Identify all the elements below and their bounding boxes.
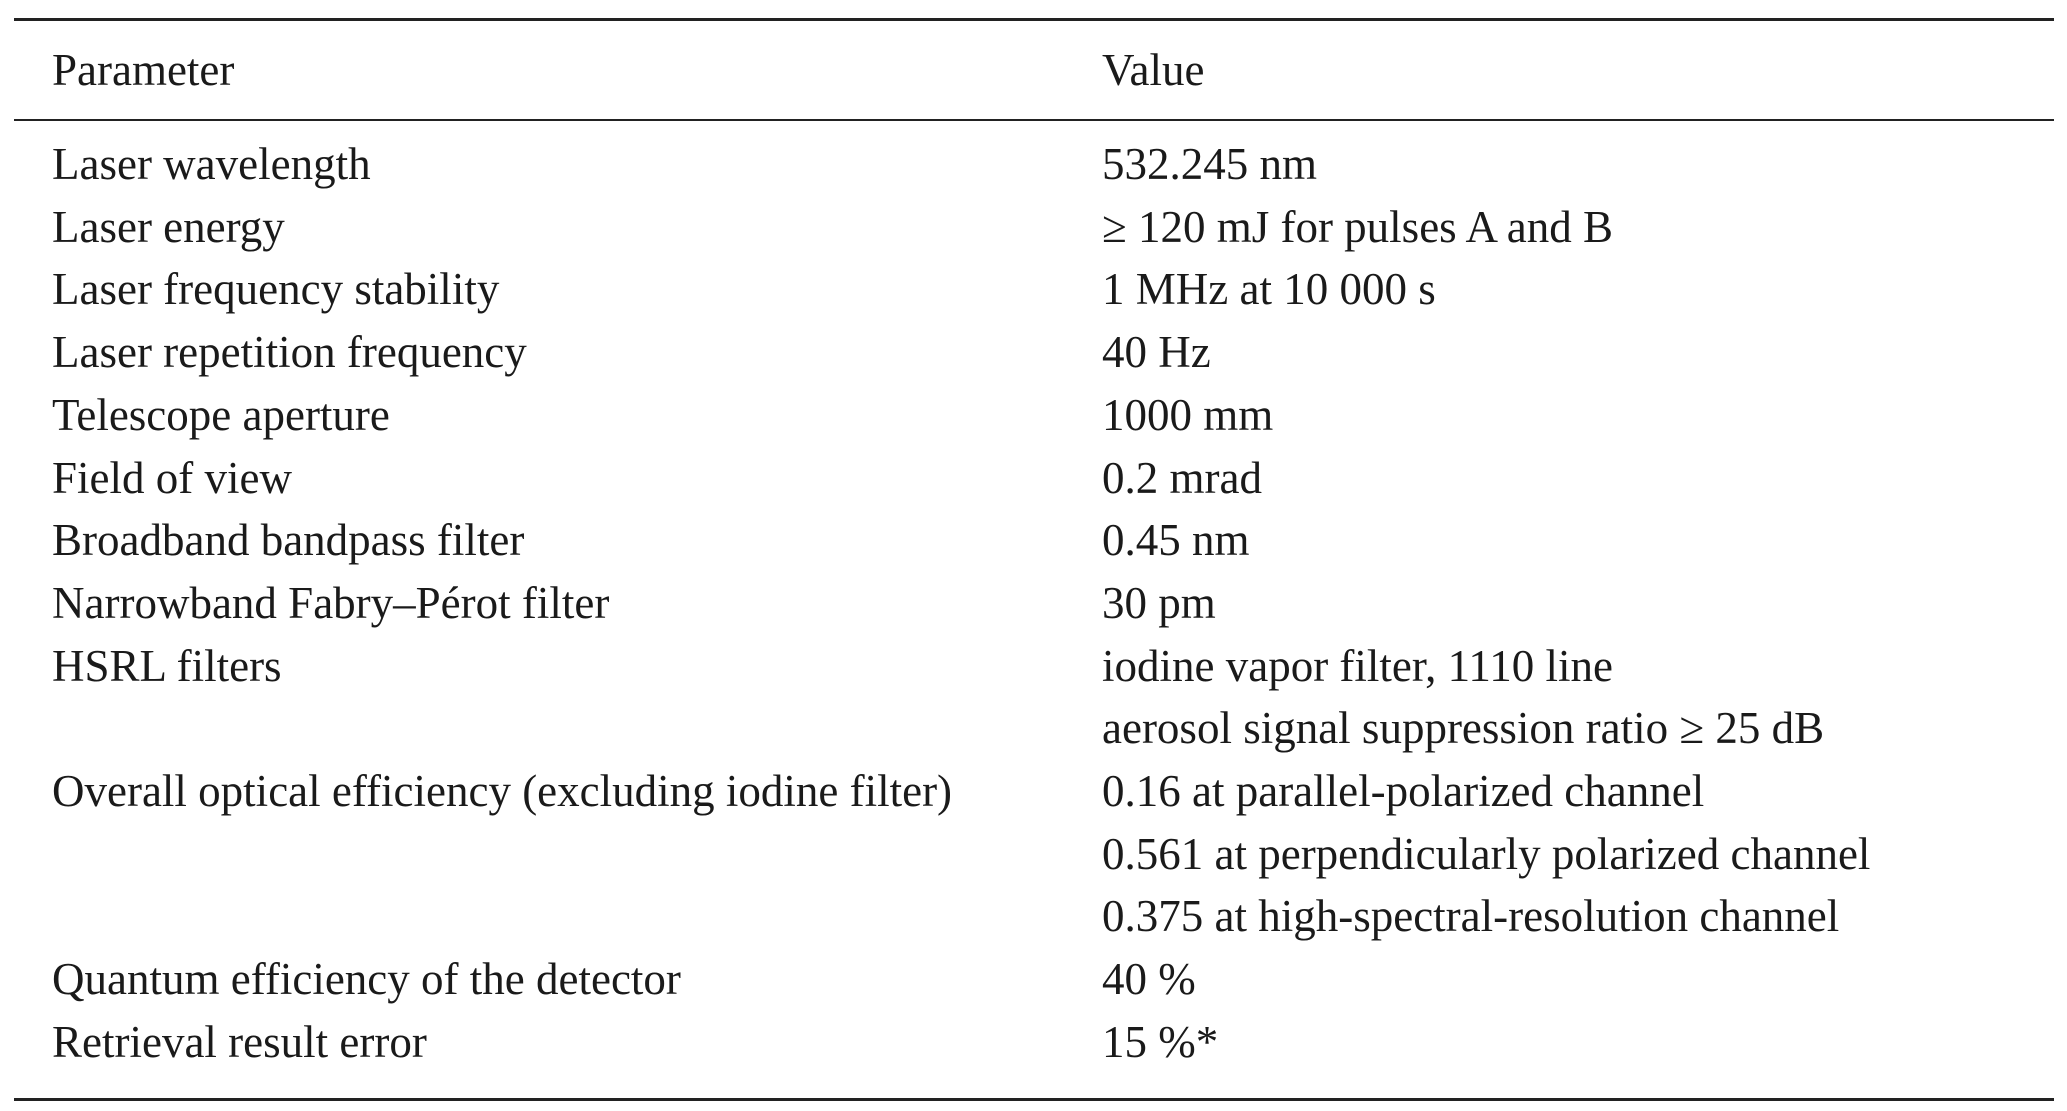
value-line: 15 %*	[1102, 1016, 1219, 1067]
parameter-cell: Quantum efficiency of the detector	[52, 954, 681, 1005]
value-line: 0.375 at high-spectral-resolution channel	[1102, 891, 1840, 942]
table-header-row	[14, 21, 2054, 119]
table-body	[14, 121, 2054, 1098]
value-line: 0.16 at parallel-polarized channel	[1102, 766, 1705, 817]
value-line: 40 %	[1102, 954, 1196, 1005]
table-row	[14, 572, 2054, 635]
value-cell	[1102, 948, 2054, 1011]
table-row	[14, 321, 2054, 384]
parameter-cell: Laser frequency stability	[52, 264, 500, 315]
parameter-cell: Telescope aperture	[52, 389, 390, 440]
value-cell	[1102, 1011, 2054, 1074]
value-line: ≥ 120 mJ for pulses A and B	[1102, 201, 1613, 252]
value-cell	[1102, 196, 2054, 259]
value-cell	[1102, 133, 2054, 196]
value-cell	[1102, 635, 2054, 760]
value-cell	[1102, 509, 2054, 572]
parameter-cell: Overall optical efficiency (excluding iodine filter)	[52, 766, 953, 817]
value-line: aerosol signal suppression ratio ≥ 25 dB	[1102, 703, 1825, 754]
parameter-cell: Laser wavelength	[52, 139, 371, 189]
table-row	[14, 384, 2054, 447]
value-line: 0.2 mrad	[1102, 452, 1262, 503]
table-row	[14, 1011, 2054, 1074]
parameter-table	[14, 18, 2054, 1101]
value-line: 40 Hz	[1102, 327, 1211, 378]
header-value: Value	[1102, 45, 1205, 95]
value-line: 1000 mm	[1102, 389, 1274, 440]
table-row	[14, 133, 2054, 196]
table-row	[14, 258, 2054, 321]
bottom-rule	[14, 1098, 2054, 1101]
value-cell	[1102, 572, 2054, 635]
parameter-cell: Broadband bandpass filter	[52, 515, 525, 566]
parameter-cell: Laser repetition frequency	[52, 327, 527, 378]
parameter-cell: Narrowband Fabry–Pérot filter	[52, 577, 610, 628]
table-row	[14, 196, 2054, 259]
table-row	[14, 948, 2054, 1011]
table-row	[14, 760, 2054, 948]
value-cell	[1102, 258, 2054, 321]
value-cell	[1102, 321, 2054, 384]
parameter-cell: Field of view	[52, 452, 292, 503]
value-cell	[1102, 384, 2054, 447]
value-line: 0.561 at perpendicularly polarized channel	[1102, 828, 1871, 879]
parameter-cell: Retrieval result error	[52, 1016, 427, 1067]
value-cell	[1102, 447, 2054, 510]
value-line: 1 MHz at 10 000 s	[1102, 264, 1436, 315]
value-line: 532.245 nm	[1102, 139, 1318, 189]
value-line: 30 pm	[1102, 577, 1216, 628]
parameter-cell: HSRL filters	[52, 640, 282, 691]
value-line: 0.45 nm	[1102, 515, 1250, 566]
table-row	[14, 635, 2054, 760]
table-row	[14, 447, 2054, 510]
value-line: iodine vapor filter, 1110 line	[1102, 640, 1613, 691]
parameter-cell: Laser energy	[52, 201, 285, 252]
table-row	[14, 509, 2054, 572]
value-cell	[1102, 760, 2054, 948]
header-parameter: Parameter	[52, 45, 235, 95]
